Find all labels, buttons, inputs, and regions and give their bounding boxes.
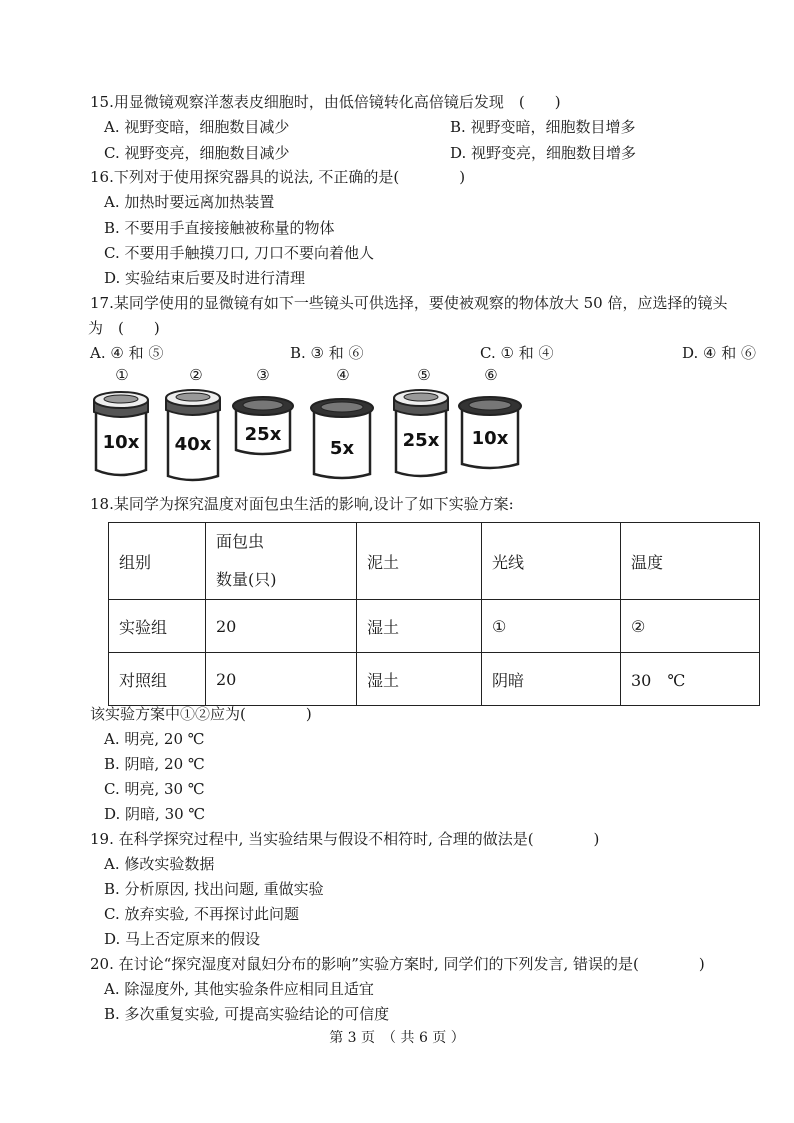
eyepiece-lens-icon [160, 384, 232, 484]
lens-5-number: ⑤ [417, 366, 431, 384]
lens-3-mag: 25x [244, 424, 282, 445]
table-cell: 30 ℃ [621, 653, 760, 706]
q17-stem-line2: 为 ( ) [88, 319, 160, 337]
q19-option-d: D. 马上否定原来的假设 [104, 930, 261, 948]
lens-5-mag: 25x [402, 430, 440, 451]
table-header-cell: 温度 [621, 523, 760, 600]
table-cell: 阴暗 [482, 653, 621, 706]
q18-question: 该实验方案中①②应为( ) [90, 705, 312, 723]
lens-6-mag: 10x [471, 428, 509, 449]
lens-2-mag: 40x [174, 434, 212, 455]
lens-1-mag: 10x [102, 432, 140, 453]
table-row [109, 653, 760, 706]
experiment-table [108, 522, 760, 706]
table-header-line: 数量(只) [216, 570, 277, 589]
q17-stem-line1: 17.某同学使用的显微镜有如下一些镜头可供选择，要使被观察的物体放大 50 倍，应选择的镜头 [90, 294, 728, 312]
q18-stem: 18.某同学为探究温度对面包虫生活的影响,设计了如下实验方案: [90, 495, 514, 513]
lens-2-number: ② [189, 366, 203, 384]
q16-option-a: A. 加热时要远离加热装置 [104, 193, 275, 211]
eyepiece-lens-icon [388, 384, 460, 484]
objective-lens-icon [228, 384, 300, 484]
q16-option-b: B. 不要用手直接接触被称量的物体 [104, 219, 335, 237]
table-cell: 湿土 [357, 600, 482, 653]
lens-3 [228, 366, 298, 486]
q17-option-a: A. ④ 和 ⑤ [90, 344, 164, 362]
lens-2 [160, 366, 232, 486]
table-cell: 湿土 [357, 653, 482, 706]
q19-option-c: C. 放弃实验, 不再探讨此问题 [104, 905, 300, 923]
table-header-cell: 光线 [482, 523, 621, 600]
page-footer: 第 3 页 （ 共 6 页 ） [329, 1030, 465, 1046]
table-header-cell: 泥土 [357, 523, 482, 600]
objective-lens-icon [456, 384, 528, 484]
q15-option-d: D. 视野变亮，细胞数目增多 [450, 144, 637, 162]
q20-option-a: A. 除湿度外, 其他实验条件应相同且适宜 [104, 980, 374, 998]
q20-stem: 20. 在讨论“探究湿度对鼠妇分布的影响”实验方案时, 同学们的下列发言, 错误的是( ) [90, 955, 705, 973]
q15-option-c: C. 视野变亮，细胞数目减少 [104, 144, 290, 162]
table-cell: 实验组 [109, 600, 206, 653]
table-cell: 20 [206, 600, 357, 653]
q16-option-c: C. 不要用手触摸刀口, 刀口不要向着他人 [104, 244, 375, 262]
q17-option-b: B. ③ 和 ⑥ [290, 344, 364, 362]
table-header-cell: 组别 [109, 523, 206, 600]
table-header-row [109, 523, 760, 600]
eyepiece-lens-icon [88, 384, 160, 484]
lens-3-number: ③ [256, 366, 270, 384]
q18-option-b: B. 阴暗, 20 ℃ [104, 755, 205, 773]
table-cell: 对照组 [109, 653, 206, 706]
lens-5 [388, 366, 460, 486]
lens-figure [88, 366, 528, 486]
objective-lens-icon [308, 384, 380, 484]
table-cell: 20 [206, 653, 357, 706]
q15-option-a: A. 视野变暗，细胞数目减少 [104, 118, 290, 136]
q19-option-a: A. 修改实验数据 [104, 855, 215, 873]
q18-option-a: A. 明亮, 20 ℃ [104, 730, 205, 748]
q20-option-b: B. 多次重复实验, 可提高实验结论的可信度 [104, 1005, 390, 1023]
lens-4-number: ④ [336, 366, 350, 384]
table-header-line: 面包虫 [216, 532, 265, 551]
lens-4 [308, 366, 378, 486]
table-row [109, 600, 760, 653]
q19-option-b: B. 分析原因, 找出问题, 重做实验 [104, 880, 324, 898]
table-cell: ② [621, 600, 760, 653]
q17-option-d: D. ④ 和 ⑥ [682, 344, 757, 362]
lens-1 [88, 366, 160, 486]
table-header-cell [206, 523, 357, 600]
q17-option-c: C. ① 和 ④ [480, 344, 554, 362]
lens-1-number: ① [115, 366, 129, 384]
q16-stem: 16.下列对于使用探究器具的说法, 不正确的是( ) [90, 168, 466, 186]
lens-4-mag: 5x [329, 438, 355, 459]
q16-option-d: D. 实验结束后要及时进行清理 [104, 269, 306, 287]
q15-stem: 15.用显微镜观察洋葱表皮细胞时，由低倍镜转化高倍镜后发现 ( ) [90, 93, 561, 111]
q19-stem: 19. 在科学探究过程中, 当实验结果与假设不相符时, 合理的做法是( ) [90, 830, 600, 848]
table-cell: ① [482, 600, 621, 653]
q18-option-d: D. 阴暗, 30 ℃ [104, 805, 206, 823]
lens-6 [456, 366, 526, 486]
q18-option-c: C. 明亮, 30 ℃ [104, 780, 205, 798]
lens-6-number: ⑥ [484, 366, 498, 384]
q15-option-b: B. 视野变暗，细胞数目增多 [450, 118, 636, 136]
